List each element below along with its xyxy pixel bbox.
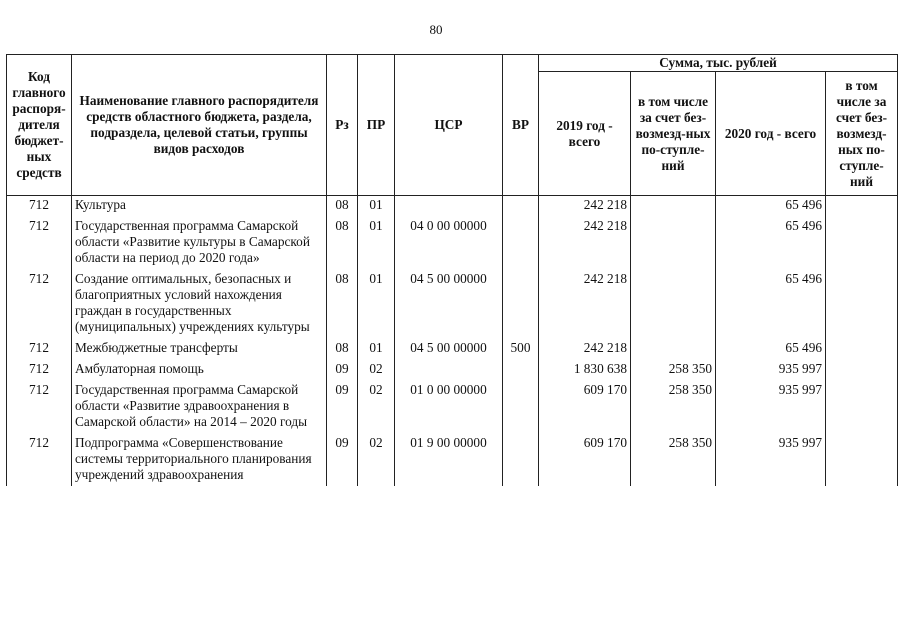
cell-2019-total: 609 170 bbox=[539, 433, 631, 486]
cell-name: Создание оптимальных, безопасных и благоприятных условий нахождения граждан в государственных (муниципальных) учреждениях культуры bbox=[72, 269, 327, 338]
cell-code: 712 bbox=[7, 433, 72, 486]
cell-rz: 09 bbox=[327, 380, 358, 433]
header-rz: Рз bbox=[327, 55, 358, 196]
table-row bbox=[7, 380, 898, 433]
cell-2020-total: 65 496 bbox=[716, 338, 826, 359]
header-code: Код главного распоря-дителя бюджет-ных средств bbox=[7, 55, 72, 196]
cell-rz: 08 bbox=[327, 216, 358, 269]
cell-csr: 04 5 00 00000 bbox=[395, 338, 503, 359]
cell-2019-total: 242 218 bbox=[539, 196, 631, 217]
cell-2019-total: 242 218 bbox=[539, 216, 631, 269]
cell-2020-free bbox=[826, 380, 898, 433]
cell-2019-total: 609 170 bbox=[539, 380, 631, 433]
cell-name: Государственная программа Самарской области «Развитие здравоохранения в Самарской области» на 2014 – 2020 годы bbox=[72, 380, 327, 433]
cell-2019-free bbox=[631, 269, 716, 338]
cell-vr bbox=[503, 269, 539, 338]
header-2019-free: в том числе за счет без-возмезд-ных по-ступле-ний bbox=[631, 72, 716, 196]
cell-2020-free bbox=[826, 433, 898, 486]
cell-pr: 01 bbox=[358, 269, 395, 338]
cell-csr: 01 0 00 00000 bbox=[395, 380, 503, 433]
cell-name: Культура bbox=[72, 196, 327, 217]
cell-pr: 01 bbox=[358, 196, 395, 217]
header-pr: ПР bbox=[358, 55, 395, 196]
table-row bbox=[7, 196, 898, 217]
table-header bbox=[7, 55, 898, 196]
table-row bbox=[7, 359, 898, 380]
cell-2019-free: 258 350 bbox=[631, 359, 716, 380]
cell-rz: 08 bbox=[327, 196, 358, 217]
cell-vr bbox=[503, 359, 539, 380]
table-row bbox=[7, 433, 898, 486]
cell-name: Межбюджетные трансферты bbox=[72, 338, 327, 359]
cell-2019-free: 258 350 bbox=[631, 380, 716, 433]
cell-2020-total: 65 496 bbox=[716, 269, 826, 338]
cell-rz: 09 bbox=[327, 433, 358, 486]
cell-csr: 04 0 00 00000 bbox=[395, 216, 503, 269]
cell-vr: 500 bbox=[503, 338, 539, 359]
cell-vr bbox=[503, 433, 539, 486]
cell-vr bbox=[503, 380, 539, 433]
header-2019-total: 2019 год - всего bbox=[539, 72, 631, 196]
header-csr: ЦСР bbox=[395, 55, 503, 196]
cell-2019-free bbox=[631, 196, 716, 217]
cell-2020-free bbox=[826, 269, 898, 338]
cell-2020-total: 935 997 bbox=[716, 380, 826, 433]
cell-2019-free bbox=[631, 216, 716, 269]
cell-2020-total: 935 997 bbox=[716, 433, 826, 486]
cell-2019-free: 258 350 bbox=[631, 433, 716, 486]
cell-csr bbox=[395, 359, 503, 380]
cell-code: 712 bbox=[7, 338, 72, 359]
cell-2019-total: 1 830 638 bbox=[539, 359, 631, 380]
cell-csr: 01 9 00 00000 bbox=[395, 433, 503, 486]
header-2020-free: в том числе за счет без-возмезд-ных по-ступле-ний bbox=[826, 72, 898, 196]
cell-2020-total: 935 997 bbox=[716, 359, 826, 380]
header-name: Наименование главного распорядителя средств областного бюджета, раздела, подраздела, целевой статьи, группы видов расходов bbox=[72, 55, 327, 196]
cell-code: 712 bbox=[7, 216, 72, 269]
table-body bbox=[7, 196, 898, 487]
cell-code: 712 bbox=[7, 359, 72, 380]
cell-2019-total: 242 218 bbox=[539, 269, 631, 338]
cell-rz: 08 bbox=[327, 338, 358, 359]
cell-pr: 02 bbox=[358, 380, 395, 433]
table-row bbox=[7, 338, 898, 359]
cell-2020-free bbox=[826, 338, 898, 359]
cell-2020-total: 65 496 bbox=[716, 196, 826, 217]
cell-name: Амбулаторная помощь bbox=[72, 359, 327, 380]
cell-2020-free bbox=[826, 216, 898, 269]
cell-code: 712 bbox=[7, 380, 72, 433]
cell-pr: 01 bbox=[358, 216, 395, 269]
cell-code: 712 bbox=[7, 196, 72, 217]
cell-vr bbox=[503, 196, 539, 217]
cell-2020-free bbox=[826, 359, 898, 380]
cell-rz: 08 bbox=[327, 269, 358, 338]
header-2020-total: 2020 год - всего bbox=[716, 72, 826, 196]
budget-table bbox=[6, 54, 898, 486]
header-vr: ВР bbox=[503, 55, 539, 196]
cell-pr: 02 bbox=[358, 359, 395, 380]
cell-2020-free bbox=[826, 196, 898, 217]
cell-pr: 01 bbox=[358, 338, 395, 359]
cell-pr: 02 bbox=[358, 433, 395, 486]
cell-vr bbox=[503, 216, 539, 269]
cell-csr: 04 5 00 00000 bbox=[395, 269, 503, 338]
cell-csr bbox=[395, 196, 503, 217]
cell-2019-total: 242 218 bbox=[539, 338, 631, 359]
header-sum: Сумма, тыс. рублей bbox=[539, 55, 898, 72]
table-row bbox=[7, 216, 898, 269]
cell-2019-free bbox=[631, 338, 716, 359]
cell-name: Государственная программа Самарской области «Развитие культуры в Самарской области на период до 2020 года» bbox=[72, 216, 327, 269]
page-number: 80 bbox=[429, 22, 443, 37]
cell-rz: 09 bbox=[327, 359, 358, 380]
cell-name: Подпрограмма «Совершенствование системы территориального планирования учреждений здравоохранения bbox=[72, 433, 327, 486]
cell-code: 712 bbox=[7, 269, 72, 338]
table-row bbox=[7, 269, 898, 338]
cell-2020-total: 65 496 bbox=[716, 216, 826, 269]
